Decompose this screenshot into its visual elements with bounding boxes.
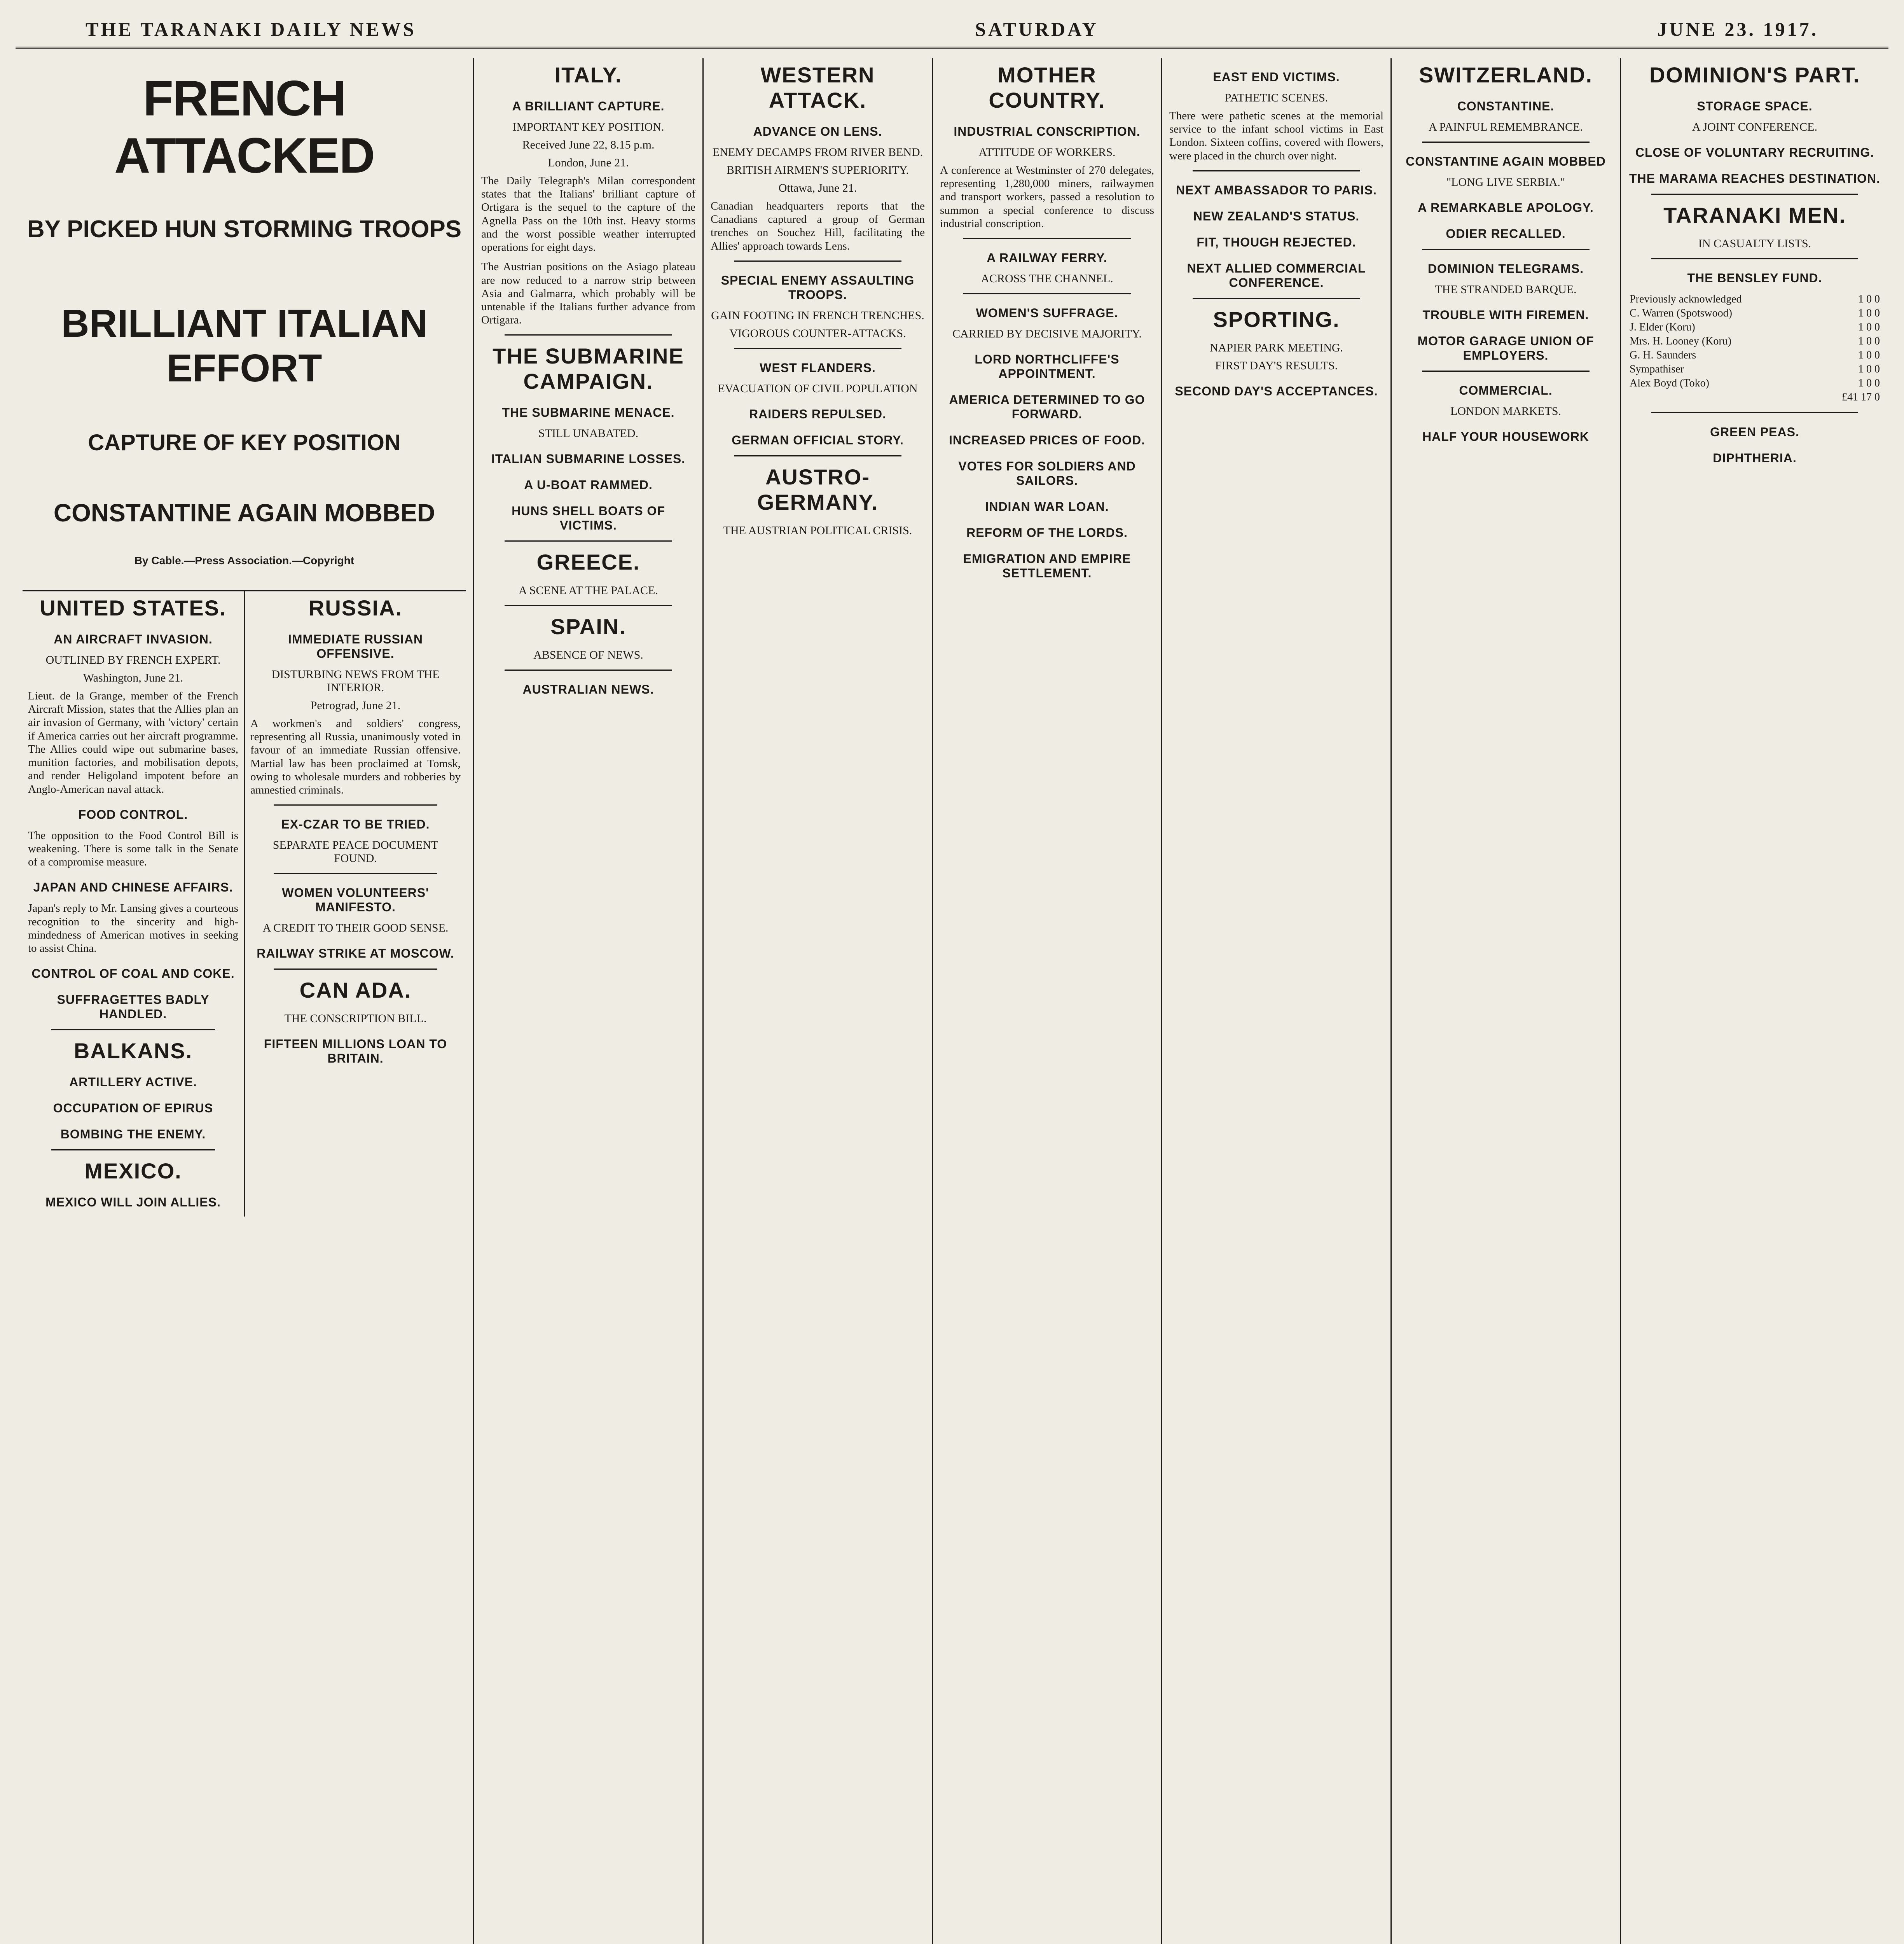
subhead: INCREASED PRICES OF FOOD. (949, 433, 1146, 448)
subhead: FOOD CONTROL. (78, 807, 188, 822)
subhead-minor: DISTURBING NEWS FROM THE INTERIOR. (271, 668, 440, 694)
masthead-day: SATURDAY (975, 18, 1099, 40)
subhead-minor: CARRIED BY DECISIVE MAJORITY. (952, 327, 1142, 341)
subhead: NEXT ALLIED COMMERCIAL CONFERENCE. (1187, 261, 1366, 290)
section-head: TARANAKI MEN. (1663, 203, 1846, 227)
section-head: THE SUBMARINE CAMPAIGN. (493, 344, 684, 394)
subhead: INDIAN WAR LOAN. (985, 500, 1109, 514)
article-body: The Daily Telegraph's Milan correspondent states that the Italians' brilliant capture of Ortigara is the sequel to the capture of the Agnella Pass on the 10th inst. Heavy storms and the worst possible weather interrupted operations for eight days. (481, 175, 695, 254)
subhead-minor: FIRST DAY'S RESULTS. (1215, 359, 1338, 372)
fund-table (1628, 292, 1881, 404)
dateline: London, June 21. (548, 156, 629, 169)
fund-amount: 1 0 0 (1858, 363, 1880, 375)
banner-line-4: CAPTURE OF KEY POSITION (88, 430, 401, 455)
divider (1651, 412, 1858, 413)
subhead: CONSTANTINE AGAIN MOBBED (1406, 154, 1606, 168)
divider (1422, 142, 1590, 143)
subhead: MOTOR GARAGE UNION OF EMPLOYERS. (1417, 334, 1594, 362)
subhead-minor: VIGOROUS COUNTER-ATTACKS. (729, 327, 906, 340)
divider (505, 540, 672, 542)
subhead: OCCUPATION OF EPIRUS (53, 1101, 213, 1115)
subhead: BOMBING THE ENEMY. (60, 1127, 206, 1142)
section-head: CAN ADA. (299, 978, 412, 1003)
masthead (16, 12, 1888, 49)
section-head: SPAIN. (550, 614, 626, 639)
article-body: The opposition to the Food Control Bill is weakening. There is some talk in the Senate of a compromise measure. (28, 829, 238, 869)
subhead: AN AIRCRAFT INVASION. (54, 632, 213, 646)
subhead-minor: ACROSS THE CHANNEL. (981, 272, 1113, 285)
divider (1422, 249, 1590, 250)
fund-contributor: Alex Boyd (Toko) (1630, 377, 1709, 389)
received-line: Received June 22, 8.15 p.m. (522, 138, 655, 151)
article-body: Lieut. de la Grange, member of the French Aircraft Mission, states that the Allies plan an air invasion of Germany, with 'victory' certain if America carries out her aircraft programme. The Allies could wipe out submarine bases, munition factories, and mobilisation depots, and render Heligoland impotent before an Anglo-American naval attack. (28, 690, 238, 795)
subhead: EX-CZAR TO BE TRIED. (281, 817, 430, 832)
subhead-minor: PATHETIC SCENES. (1224, 91, 1328, 104)
subhead: DIPHTHERIA. (1713, 451, 1797, 465)
section-head: GREECE. (536, 550, 640, 575)
fund-amount: 1 0 0 (1858, 349, 1880, 361)
dateline: Petrograd, June 21. (310, 699, 401, 712)
section-head: AUSTRO-GERMANY. (757, 464, 879, 514)
article-body: The Austrian positions on the Asiago plateau are now reduced to a narrow strip between Asia and Galmarra, which probably will be untenable if the Italians further advance from Ortigara. (481, 260, 695, 327)
divider (1422, 371, 1590, 372)
fund-total: £41 17 0 (1842, 391, 1880, 403)
subhead-minor: A PAINFUL REMEMBRANCE. (1428, 121, 1583, 133)
banner-line-2: BY PICKED HUN STORMING TROOPS (27, 216, 462, 243)
subhead-minor: THE AUSTRIAN POLITICAL CRISIS. (723, 524, 912, 537)
subhead: LORD NORTHCLIFFE'S APPOINTMENT. (975, 352, 1120, 381)
section-head: SWITZERLAND. (1418, 63, 1593, 87)
fund-contributor: G. H. Saunders (1630, 349, 1696, 361)
subhead: REFORM OF THE LORDS. (966, 526, 1128, 540)
subhead-minor: "LONG LIVE SERBIA." (1446, 176, 1565, 189)
subhead: ODIER RECALLED. (1446, 227, 1566, 241)
subhead-minor: GAIN FOOTING IN FRENCH TRENCHES. (711, 309, 924, 322)
divider (51, 1029, 215, 1030)
subhead-minor: OUTLINED BY FRENCH EXPERT. (45, 654, 221, 666)
fund-contributor: J. Elder (Koru) (1630, 321, 1695, 333)
fund-row (1628, 292, 1881, 306)
dateline: Ottawa, June 21. (778, 182, 857, 194)
fund-row (1628, 320, 1881, 334)
fund-row (1628, 376, 1881, 390)
subhead-minor: A JOINT CONFERENCE. (1692, 121, 1817, 133)
column-5 (1162, 58, 1392, 1944)
divider (1193, 298, 1360, 299)
article-body: Japan's reply to Mr. Lansing gives a courteous recognition to the sincerity and high-mindedness of American motives in seeking to assist China. (28, 902, 238, 955)
divider (51, 1149, 215, 1150)
subhead: DOMINION TELEGRAMS. (1427, 262, 1584, 276)
subhead: WOMEN'S SUFFRAGE. (976, 306, 1118, 320)
fund-total-row (1628, 390, 1881, 404)
subhead: SUFFRAGETTES BADLY HANDLED. (57, 993, 210, 1021)
subhead-minor: ABSENCE OF NEWS. (533, 649, 643, 662)
subhead: STORAGE SPACE. (1697, 99, 1813, 113)
subhead: SECOND DAY'S ACCEPTANCES. (1175, 384, 1378, 398)
section-head: WESTERN ATTACK. (760, 63, 875, 112)
subhead: AUSTRALIAN NEWS. (522, 682, 654, 697)
subhead: ADVANCE ON LENS. (753, 124, 882, 138)
divider (734, 348, 901, 349)
column-7 (1621, 58, 1888, 1944)
subhead: CONTROL OF COAL AND COKE. (31, 967, 235, 981)
subhead: WOMEN VOLUNTEERS' MANIFESTO. (282, 886, 429, 914)
article-body: A workmen's and soldiers' congress, representing all Russia, unanimously voted in favour of an immediate Russian offensive. Martial law has been proclaimed at Tomsk, owing to wholesale murders and robberies by amnestied criminals. (250, 717, 461, 797)
subhead: IMMEDIATE RUSSIAN OFFENSIVE. (288, 632, 423, 661)
subhead-minor: NAPIER PARK MEETING. (1209, 341, 1343, 354)
subhead: ARTILLERY ACTIVE. (69, 1075, 197, 1089)
section-head: MOTHER COUNTRY. (989, 63, 1106, 112)
subhead: GREEN PEAS. (1710, 425, 1799, 439)
subcolumn-united-states (23, 591, 245, 1217)
subhead: GERMAN OFFICIAL STORY. (732, 433, 904, 447)
fund-contributor: Mrs. H. Looney (Koru) (1630, 335, 1732, 347)
article-body: Canadian headquarters reports that the Canadians captured a group of German trenches on Souchez Hill, facilitating the Allies' approach towards Lens. (711, 200, 925, 252)
subhead: A RAILWAY FERRY. (987, 251, 1107, 265)
subhead: THE BENSLEY FUND. (1687, 271, 1822, 285)
section-head: ITALY. (554, 63, 622, 87)
subhead: TROUBLE WITH FIREMEN. (1422, 308, 1589, 322)
subhead-minor: IMPORTANT KEY POSITION. (512, 121, 664, 133)
subhead: EMIGRATION AND EMPIRE SETTLEMENT. (963, 552, 1131, 580)
divider (505, 605, 672, 606)
divider (505, 334, 672, 336)
fund-row (1628, 362, 1881, 376)
masthead-date: JUNE 23. 1917. (1657, 18, 1818, 40)
subhead-minor: BRITISH AIRMEN'S SUPERIORITY. (726, 164, 909, 177)
subhead: JAPAN AND CHINESE AFFAIRS. (33, 880, 233, 895)
subhead-minor: THE STRANDED BARQUE. (1435, 283, 1577, 296)
banner-line-5: CONSTANTINE AGAIN MOBBED (53, 499, 435, 527)
subhead-minor: A CREDIT TO THEIR GOOD SENSE. (262, 921, 449, 935)
subhead: HUNS SHELL BOATS OF VICTIMS. (512, 504, 665, 533)
fund-amount: 1 0 0 (1858, 307, 1880, 319)
dateline: Washington, June 21. (83, 671, 183, 684)
column-3 (704, 58, 933, 1944)
subhead: EAST END VICTIMS. (1213, 70, 1340, 84)
banner-credit: By Cable.—Press Association.—Copyright (134, 554, 355, 566)
subhead: A U-BOAT RAMMED. (524, 478, 653, 492)
subhead: CONSTANTINE. (1457, 99, 1555, 113)
section-head: SPORTING. (1213, 307, 1340, 332)
subhead: COMMERCIAL. (1459, 383, 1553, 397)
subhead: FIT, THOUGH REJECTED. (1197, 235, 1356, 249)
subhead: MEXICO WILL JOIN ALLIES. (45, 1195, 221, 1210)
fund-row (1628, 334, 1881, 348)
fund-contributor: C. Warren (Spotswood) (1630, 307, 1732, 319)
subhead-minor: STILL UNABATED. (538, 427, 639, 440)
divider (963, 238, 1131, 239)
divider (274, 873, 437, 874)
subhead: THE SUBMARINE MENACE. (502, 406, 675, 420)
section-head: RUSSIA. (308, 596, 403, 620)
fund-contributor: Sympathiser (1630, 363, 1684, 375)
subhead: THE MARAMA REACHES DESTINATION. (1629, 171, 1881, 185)
subhead-minor: IN CASUALTY LISTS. (1698, 237, 1811, 250)
divider (274, 969, 437, 970)
subhead-minor: SEPARATE PEACE DOCUMENT FOUND. (272, 839, 438, 865)
section-head: UNITED STATES. (40, 596, 227, 620)
subhead: AMERICA DETERMINED TO GO FORWARD. (949, 393, 1145, 421)
subhead: SPECIAL ENEMY ASSAULTING TROOPS. (721, 273, 915, 302)
masthead-title: THE TARANAKI DAILY NEWS (86, 18, 416, 40)
subhead: INDUSTRIAL CONSCRIPTION. (954, 124, 1141, 138)
section-head: MEXICO. (84, 1159, 182, 1184)
fund-contributor: Previously acknowledged (1630, 293, 1742, 305)
fund-amount: 1 0 0 (1858, 377, 1880, 389)
divider (1193, 170, 1360, 171)
fund-amount: 1 0 0 (1858, 321, 1880, 333)
section-head: BALKANS. (73, 1038, 193, 1063)
subhead-minor: EVACUATION OF CIVIL POPULATION (718, 382, 918, 395)
divider (1651, 194, 1858, 195)
subhead-minor: A SCENE AT THE PALACE. (519, 584, 658, 597)
divider (734, 455, 901, 456)
article-body: There were pathetic scenes at the memorial service to the infant school victims in East London. Sixteen coffins, covered with flowers, were placed in the church over night. (1169, 110, 1383, 162)
subhead: NEXT AMBASSADOR TO PARIS. (1176, 183, 1377, 197)
column-1 (16, 58, 474, 1944)
subhead: ITALIAN SUBMARINE LOSSES. (491, 452, 686, 466)
subhead: VOTES FOR SOLDIERS AND SAILORS. (958, 459, 1136, 488)
column-2 (474, 58, 704, 1944)
section-head: DOMINION'S PART. (1649, 63, 1860, 87)
column-4 (933, 58, 1162, 1944)
divider (963, 293, 1131, 294)
subhead: FIFTEEN MILLIONS LOAN TO BRITAIN. (264, 1037, 447, 1066)
subhead: NEW ZEALAND'S STATUS. (1193, 209, 1360, 223)
column-1-subcolumns (23, 590, 466, 1217)
banner-line-1: FRENCH ATTACKED (114, 71, 374, 184)
subhead-minor: THE CONSCRIPTION BILL. (284, 1012, 427, 1025)
banner-line-3: BRILLIANT ITALIAN EFFORT (61, 302, 428, 390)
fund-row (1628, 348, 1881, 362)
divider (505, 670, 672, 671)
subhead-minor: ATTITUDE OF WORKERS. (978, 146, 1116, 159)
columns (16, 58, 1888, 1944)
divider (1651, 258, 1858, 259)
subhead: RAIDERS REPULSED. (749, 407, 887, 421)
subcolumn-russia (245, 591, 466, 1217)
subhead: CLOSE OF VOLUNTARY RECRUITING. (1635, 145, 1874, 159)
subhead-minor: LONDON MARKETS. (1450, 405, 1561, 418)
fund-amount: 1 0 0 (1858, 335, 1880, 347)
front-banner (23, 70, 466, 567)
subhead-minor: ENEMY DECAMPS FROM RIVER BEND. (712, 146, 923, 159)
article-body: A conference at Westminster of 270 delegates, representing 1,280,000 miners, railwaymen and transport workers, passed a resolution to summon a special conference to discuss industrial conscription. (940, 164, 1154, 230)
fund-row (1628, 306, 1881, 320)
subhead: WEST FLANDERS. (760, 360, 876, 375)
subhead: A BRILLIANT CAPTURE. (512, 99, 665, 113)
column-6 (1392, 58, 1621, 1944)
divider (734, 260, 901, 262)
subhead: HALF YOUR HOUSEWORK (1422, 430, 1590, 444)
subhead: A REMARKABLE APOLOGY. (1418, 201, 1594, 215)
fund-amount: 1 0 0 (1858, 293, 1880, 305)
subhead: RAILWAY STRIKE AT MOSCOW. (257, 946, 454, 961)
divider (274, 804, 437, 806)
